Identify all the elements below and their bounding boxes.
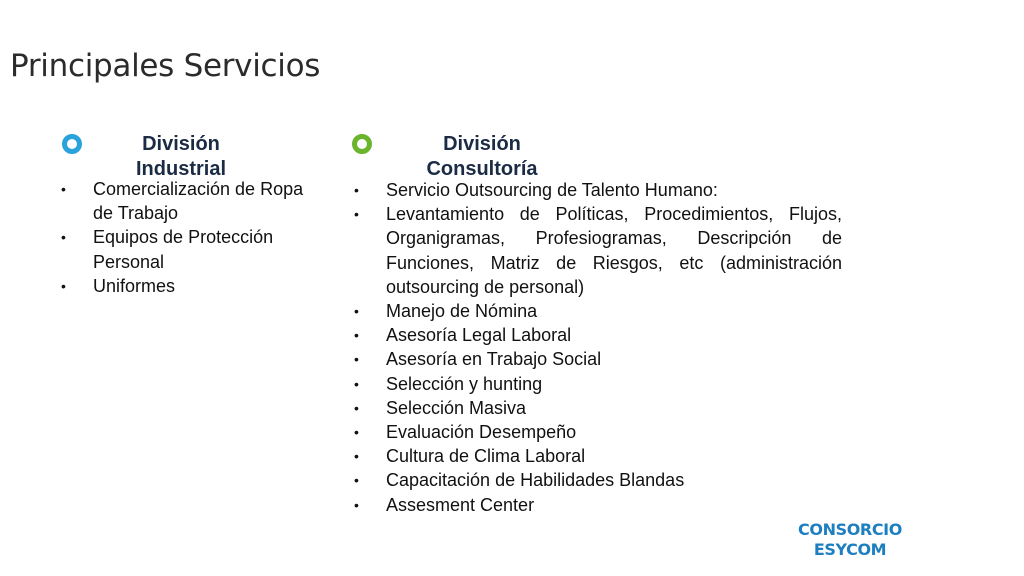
company-logo <box>790 520 910 560</box>
consultoria-heading-line2: Consultoría <box>426 158 538 180</box>
industrial-list <box>61 177 311 298</box>
list-item: • Selección y hunting <box>354 372 842 396</box>
list-item: • Evaluación Desempeño <box>354 420 842 444</box>
list-item: • Comercialización de Ropa de Trabajo <box>61 177 311 225</box>
industrial-heading-line1: División <box>142 133 220 155</box>
industrial-heading-line2: Industrial <box>135 158 226 180</box>
list-item: • Capacitación de Habilidades Blandas <box>354 468 842 492</box>
logo-line2: ESYCOM <box>813 540 887 559</box>
logo-line1: CONSORCIO <box>798 520 902 539</box>
consultoria-list <box>354 178 842 517</box>
consultoria-heading-line1: División <box>443 133 521 155</box>
list-item: • Assesment Center <box>354 493 842 517</box>
list-item: • Levantamiento de Políticas, Procedimientos, Flujos, Organigramas, Profesiogramas, Descripción de Funciones, Matriz de Riesgos, etc (administración outsourcing de personal) <box>354 202 842 299</box>
list-item: • Asesoría Legal Laboral <box>354 323 842 347</box>
industrial-heading <box>106 132 256 182</box>
list-item: • Cultura de Clima Laboral <box>354 444 842 468</box>
list-item: • Equipos de Protección Personal <box>61 225 311 273</box>
list-item: • Asesoría en Trabajo Social <box>354 347 842 371</box>
list-item: • Servicio Outsourcing de Talento Humano: <box>354 178 842 202</box>
list-item: • Selección Masiva <box>354 396 842 420</box>
consultoria-heading <box>400 132 564 182</box>
list-item: • Uniformes <box>61 274 311 298</box>
list-item: • Manejo de Nómina <box>354 299 842 323</box>
ring-bullet-icon <box>62 134 82 154</box>
ring-bullet-icon <box>352 134 372 154</box>
slide-title: Principales Servicios <box>10 48 321 84</box>
